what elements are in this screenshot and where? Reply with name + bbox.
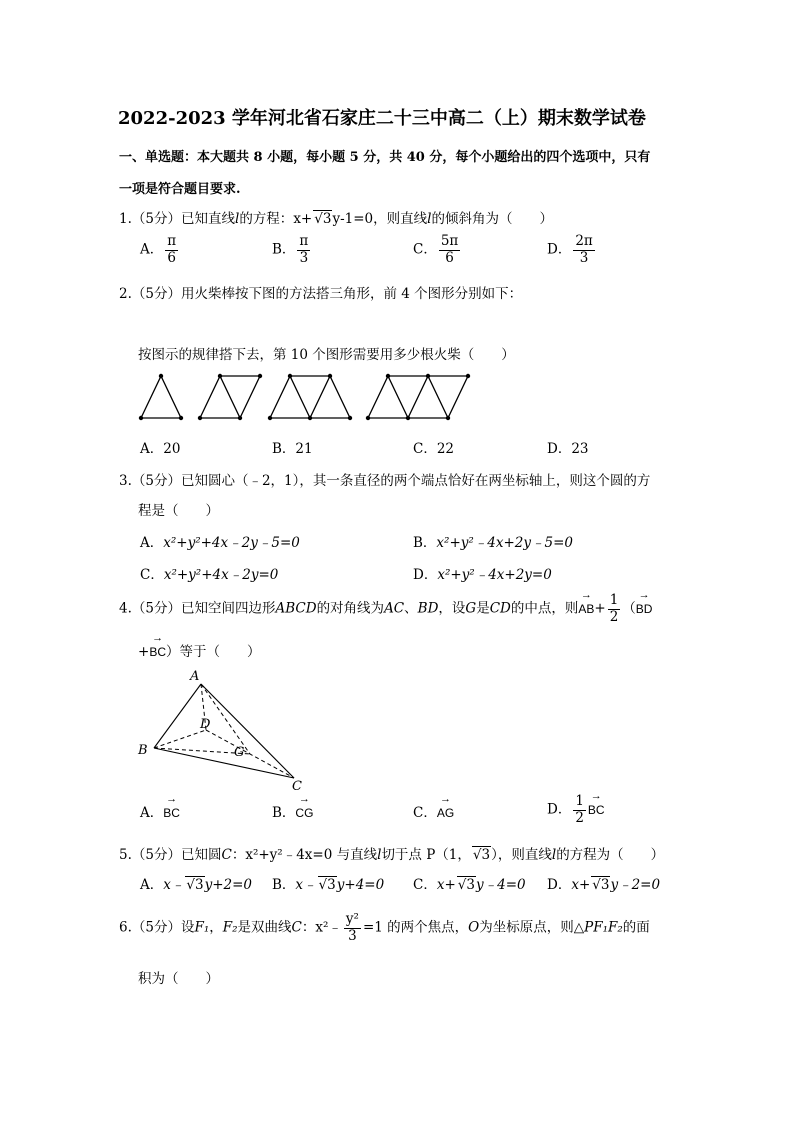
question-2-option-d[interactable]: D．23	[547, 441, 589, 457]
question-1-option-c[interactable]: C． $\frac{5\pi}{6}$	[413, 233, 459, 266]
question-1-option-b[interactable]: B． $\frac{\pi}{3}$	[272, 233, 309, 266]
question-4-stem-line2: +→ BC）等于（ ）	[138, 640, 260, 660]
question-1-option-d[interactable]: D． $\frac{2\pi}{3}$	[547, 233, 593, 266]
question-3-option-c[interactable]: C．x²+y²+4x﹣2y=0	[140, 567, 279, 583]
vertex-label-c: C	[292, 779, 302, 794]
question-3-option-a[interactable]: A．x²+y²+4x﹣2y﹣5=0	[140, 535, 300, 551]
question-5-option-b[interactable]: B．x﹣ √3y+4=0	[272, 877, 385, 893]
section-header-line1: 一、单选题：本大题共 8 小题，每小题 5 分，共 40 分，每个小题给出的四个选项中，只有	[119, 150, 651, 165]
question-2-option-c[interactable]: C．22	[413, 441, 455, 457]
question-2-stem-line2: 按图示的规律搭下去，第 10 个图形需要用多少根火柴（ ）	[138, 347, 515, 363]
point-label-g: G	[234, 745, 245, 760]
vertex-label-b: B	[138, 743, 148, 758]
question-3-option-d[interactable]: D．x²+y²﹣4x+2y=0	[413, 567, 552, 583]
question-2-stem: 2.（5分）用火柴棒按下图的方法搭三角形，前 4 个图形分别如下：	[119, 286, 523, 302]
matchstick-triangles-figure	[130, 368, 490, 424]
question-3-stem-line2: 程是（ ）	[138, 503, 219, 519]
page-title: 2022-2023 学年河北省石家庄二十三中高二（上）期末数学试卷	[118, 108, 646, 129]
question-2-option-b[interactable]: B．21	[272, 441, 313, 457]
question-2-option-a[interactable]: A．20	[140, 441, 181, 457]
question-5-stem: 5.（5分）已知圆C：x²+y²﹣4x=0 与直线l切于点 P（1， √3），则直线l的方程为（ ）	[119, 847, 665, 863]
question-5-option-a[interactable]: A．x﹣ √3y+2=0	[140, 877, 253, 893]
question-1-option-a[interactable]: A． $\frac{\pi}{6}$	[140, 233, 177, 266]
question-5-option-c[interactable]: C．x+ √3y﹣4=0	[413, 877, 526, 893]
question-3-stem-line1: 3.（5分）已知圆心（﹣2，1），其一条直径的两个端点恰好在两坐标轴上，则这个圆的方	[119, 473, 651, 489]
section-header-line2: 一项是符合题目要求.	[119, 182, 241, 197]
sqrt-symbol: √3	[314, 211, 332, 227]
vertex-label-a: A	[190, 669, 200, 684]
question-4-option-b[interactable]: B．→ CG	[272, 801, 313, 821]
question-4-option-d[interactable]: D． $\frac{1}{2}$ → BC	[547, 794, 605, 826]
question-6-stem-line1: 6.（5分）设F₁，F₂是双曲线C：x²﹣ $\frac{\text{y²}}{3}$ =1 的两个焦点，O为坐标原点，则△PF₁F₂的面	[119, 911, 650, 944]
tetrahedron-figure	[134, 664, 314, 794]
question-4-option-c[interactable]: C．→ AG	[413, 801, 454, 821]
question-1-stem: 1.（5分）已知直线l的方程：x+ √3y-1=0，则直线l的倾斜角为（ ）	[119, 211, 553, 227]
question-6-stem-line2: 积为（ ）	[138, 971, 219, 987]
question-5-option-d[interactable]: D．x+ √3y﹣2=0	[547, 877, 661, 893]
question-4-stem-line1: 4.（5分）已知空间四边形ABCD的对角线为AC、BD，设G是CD的中点，则→ AB+ $\frac{1}{2}$ （→ BD	[119, 593, 652, 625]
question-4-option-a[interactable]: A．→ BC	[140, 801, 180, 821]
question-3-option-b[interactable]: B．x²+y²﹣4x+2y﹣5=0	[413, 535, 574, 551]
vertex-label-d: D	[200, 717, 211, 732]
